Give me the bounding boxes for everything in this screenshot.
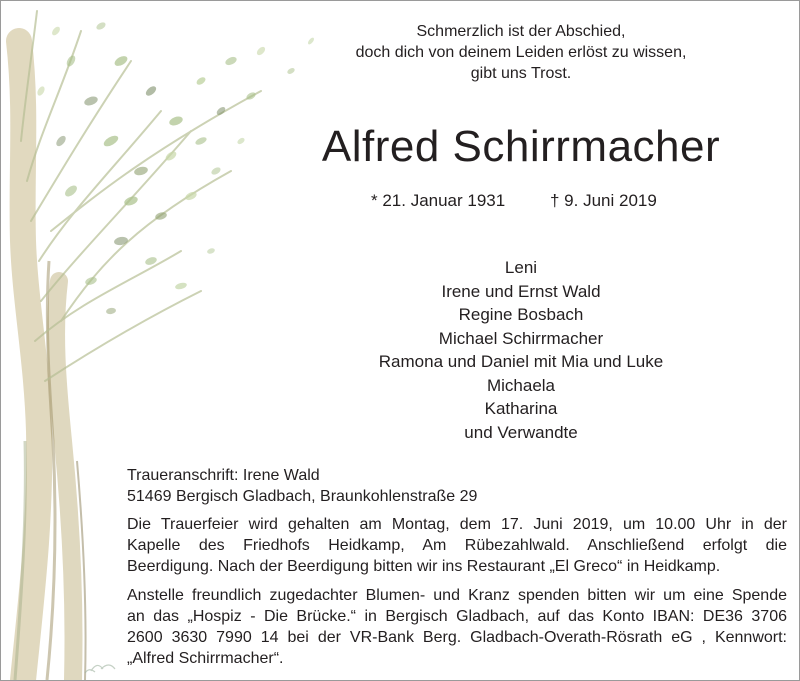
- mourner-name: Ramona und Daniel mit Mia und Luke: [378, 352, 664, 371]
- mourner-name: und Verwandte: [464, 422, 578, 442]
- address-line: Traueranschrift: Irene Wald: [127, 467, 320, 484]
- birth-date: * 21. Januar 1931: [371, 191, 506, 210]
- paragraph-line: an das „Hospiz - Die Brücke.“ in Bergisch Gladbach, auf das Konto IBAN: DE36 3706: [127, 608, 787, 625]
- death-date: † 9. Juni 2019: [550, 191, 657, 210]
- mourning-address: [127, 465, 787, 507]
- address-line: 51469 Bergisch Gladbach, Braunkohlenstraße 29: [127, 488, 478, 505]
- donation-paragraph: [127, 585, 787, 669]
- watercolor-tree-illustration: [1, 1, 341, 680]
- mourner-name: Leni: [504, 258, 538, 277]
- paragraph-line: Anstelle freundlich zugedachter Blumen- und Kranz spenden bitten wir um eine Spende: [127, 587, 787, 604]
- paragraph-line: 2600 3630 7990 14 bei der VR-Bank Berg. Gladbach-Overath-Rösrath eG , Kennwort:: [127, 629, 787, 646]
- paragraph-line: Beerdigung. Nach der Beerdigung bitten wir ins Restaurant „El Greco“ in Heidkamp.: [127, 558, 721, 575]
- funeral-ceremony-paragraph: [127, 514, 787, 577]
- quote-line: Schmerzlich ist der Abschied,: [416, 23, 626, 40]
- mourner-name: Michaela: [486, 375, 556, 395]
- grass-strokes: [85, 665, 115, 673]
- tree-trunk: [15, 41, 86, 680]
- mourner-name: Michael Schirrmacher: [438, 328, 604, 348]
- paragraph-line: Kapelle des Friedhofs Heidkamp, Am Rübezahlwald. Anschließend erfolgt die: [127, 537, 787, 554]
- paragraph-line: Die Trauerfeier wird gehalten am Montag, dem 17. Juni 2019, um 10.00 Uhr in der: [127, 516, 787, 533]
- paragraph-line: „Alfred Schirrmacher“.: [127, 650, 284, 667]
- mourner-name: Irene und Ernst Wald: [441, 281, 601, 301]
- memorial-quote: [311, 21, 731, 84]
- quote-line: doch dich von deinem Leiden erlöst zu wissen,: [355, 44, 687, 61]
- deceased-name: Alfred Schirrmacher: [321, 122, 721, 171]
- mourner-name: Regine Bosbach: [458, 305, 584, 324]
- mourners-list: [321, 256, 721, 444]
- quote-line: gibt uns Trost.: [470, 65, 572, 82]
- mourner-name: Katharina: [484, 399, 558, 418]
